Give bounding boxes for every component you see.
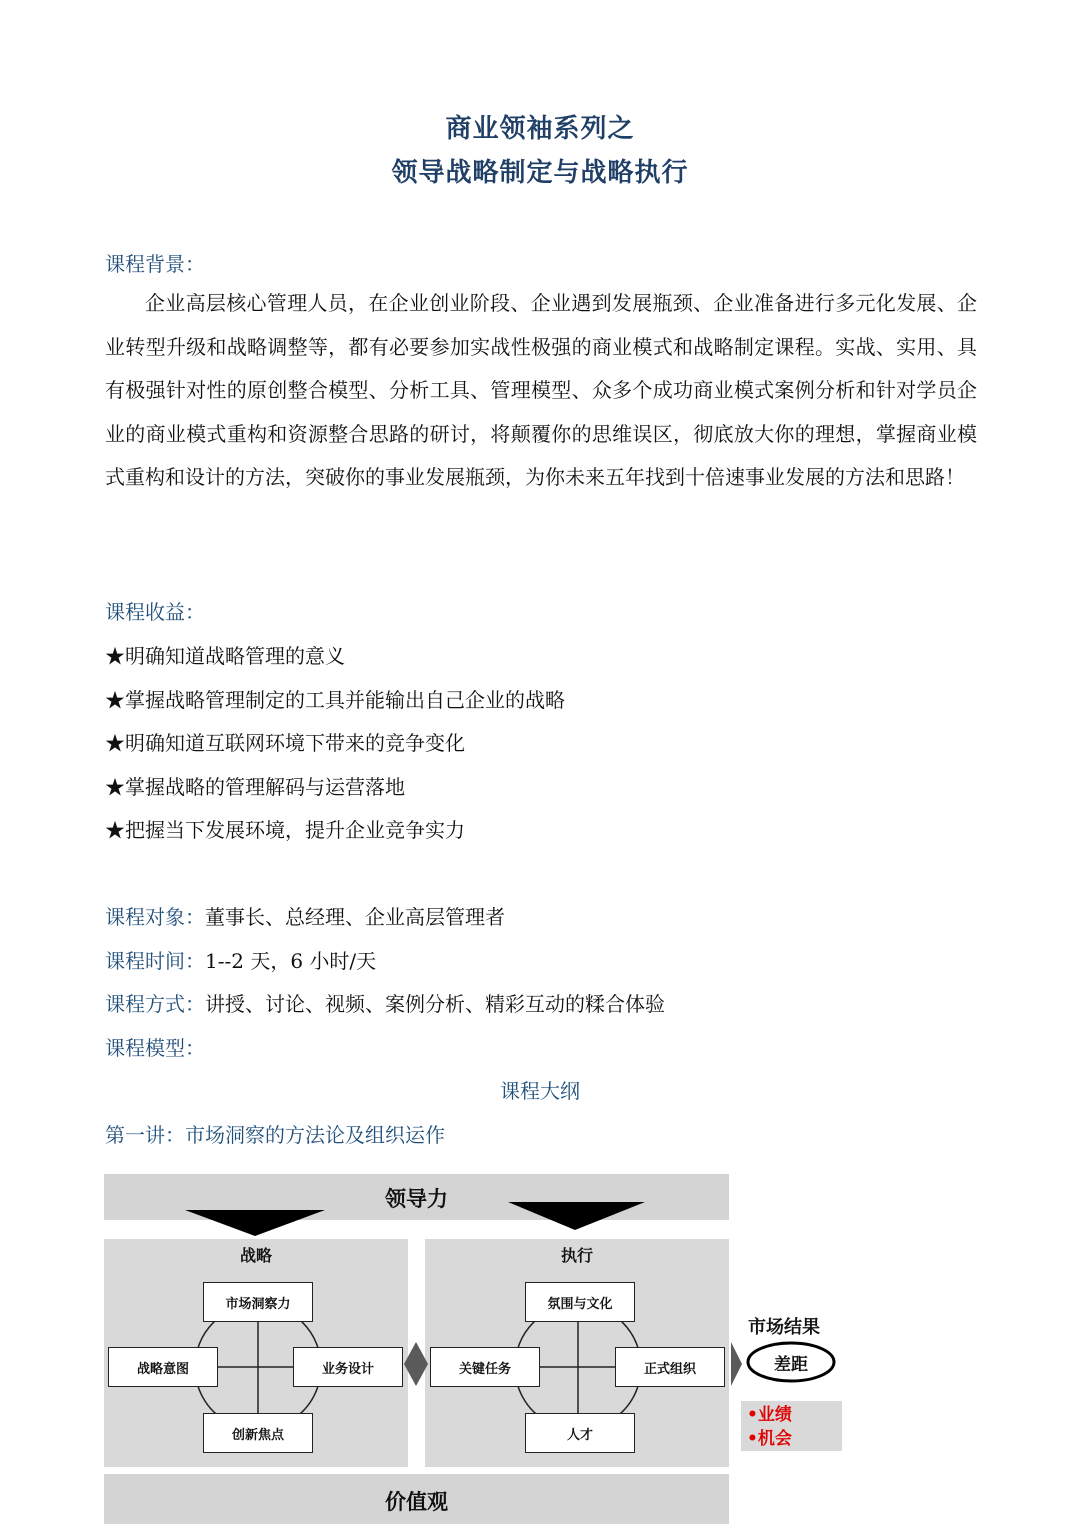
outline-title: 课程大纲 [500, 1079, 580, 1103]
background-text: 企业高层核心管理人员，在企业创业阶段、企业遇到发展瓶颈、企业准备进行多元化发展、企业转型升级和战略调整等，都有必要参加实战性极强的商业模式和战略制定课程。实战、实用、具有极强针对性的原创整合模型、分析工具、管理模型、众多个成功商业模式案例分析和针对学员企业的商业模式重构和资源整合思路的研讨，将颠覆你的思维误区，彻底放大你的理想，掌握商业模式重构和设计的方法，突破你的事业发展瓶颈，为你未来五年找到十倍速事业发展的方法和思路！ [105, 291, 977, 489]
time-label: 课程时间： [105, 949, 205, 973]
down-arrow-left [185, 1210, 325, 1236]
key-tasks-box: 关键任务 [430, 1347, 540, 1387]
method-value: 讲授、讨论、视频、案例分析、精彩互动的糅合体验 [205, 992, 665, 1016]
benefits-heading: 课程收益： [105, 600, 205, 624]
connector-diamond [404, 1342, 428, 1386]
values-band [104, 1474, 729, 1524]
gap-item: •业绩 [747, 1405, 792, 1425]
audience-value: 董事长、总经理、企业高层管理者 [205, 905, 505, 929]
title-line-2: 领导战略制定与战略执行 [391, 158, 689, 188]
leadership-label: 领导力 [385, 1187, 448, 1211]
market-result-label: 市场结果 [748, 1317, 820, 1338]
audience-label: 课程对象： [105, 905, 205, 929]
benefit-item: ★明确知道战略管理的意义 [105, 644, 345, 668]
values-label: 价值观 [385, 1490, 448, 1514]
method-label: 课程方式： [105, 992, 205, 1016]
background-heading: 课程背景： [105, 252, 205, 276]
benefit-item: ★把握当下发展环境，提升企业竞争实力 [105, 818, 465, 842]
model-label: 课程模型： [105, 1036, 205, 1060]
title-line-1: 商业领袖系列之 [445, 114, 635, 144]
business-design-box: 业务设计 [293, 1347, 403, 1387]
benefit-item: ★掌握战略管理制定的工具并能输出自己企业的战略 [105, 688, 565, 712]
formal-organization-box: 正式组织 [615, 1347, 725, 1387]
down-arrow-right [508, 1202, 645, 1230]
execution-panel-title: 执行 [560, 1246, 593, 1265]
gap-label: 差距 [774, 1355, 808, 1375]
innovation-focus-box: 创新焦点 [203, 1413, 313, 1453]
lecture-1-heading: 第一讲：市场洞察的方法论及组织运作 [105, 1123, 445, 1147]
benefit-item: ★明确知道互联网环境下带来的竞争变化 [105, 731, 465, 755]
market-insight-box: 市场洞察力 [203, 1282, 313, 1322]
time-value: 1--2 天，6 小时/天 [205, 949, 377, 973]
benefit-item: ★掌握战略的管理解码与运营落地 [105, 775, 405, 799]
gap-items-box [741, 1401, 842, 1451]
strategic-intent-box: 战略意图 [108, 1347, 218, 1387]
result-arrow [731, 1342, 742, 1386]
strategy-panel-title: 战略 [239, 1246, 272, 1265]
climate-culture-box: 氛围与文化 [525, 1282, 635, 1322]
talent-box: 人才 [525, 1413, 635, 1453]
gap-item: •机会 [747, 1429, 792, 1449]
